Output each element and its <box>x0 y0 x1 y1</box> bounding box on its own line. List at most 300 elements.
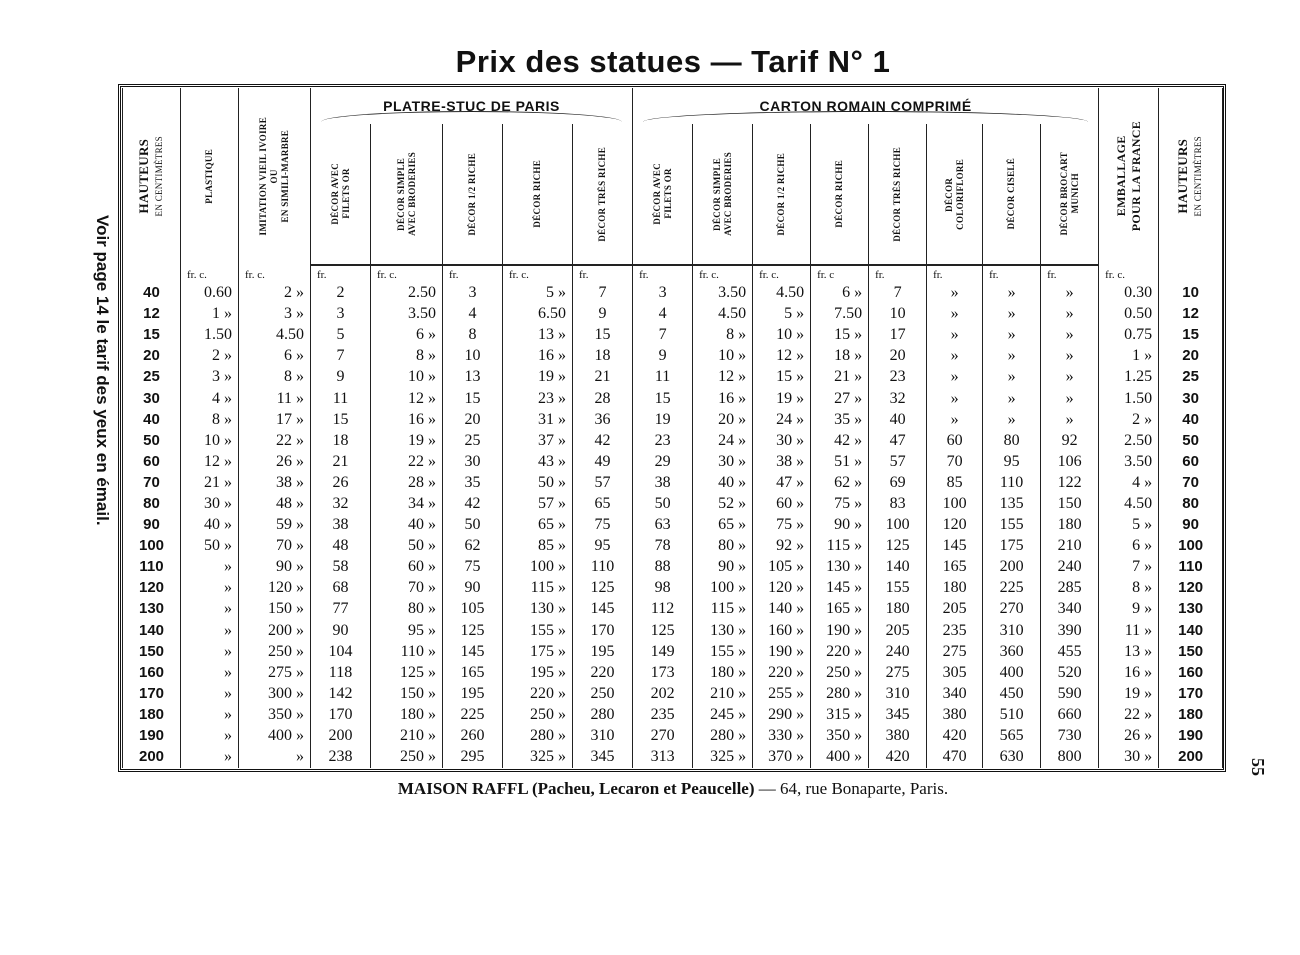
price-cell: 4 » <box>1099 473 1159 494</box>
price-cell: 47 <box>869 430 927 451</box>
price-cell: 130 » <box>811 557 869 578</box>
price-cell: 30 » <box>693 451 753 472</box>
price-cell: 280 » <box>811 683 869 704</box>
price-cell: 22 » <box>239 430 311 451</box>
price-cell: 175 <box>983 536 1041 557</box>
price-cell: » <box>927 325 983 346</box>
price-cell: 70 » <box>371 578 443 599</box>
price-cell: 6 » <box>371 325 443 346</box>
price-cell: 60 <box>927 430 983 451</box>
price-cell: 7 <box>869 283 927 304</box>
price-cell: 10 » <box>753 325 811 346</box>
price-cell: 155 » <box>503 620 573 641</box>
price-cell: 180 <box>927 578 983 599</box>
price-cell: 20 <box>443 409 503 430</box>
price-cell: 27 » <box>811 388 869 409</box>
height-cell: 180 <box>123 705 181 726</box>
price-cell: 78 <box>633 536 693 557</box>
price-cell: » <box>181 641 239 662</box>
price-cell: 450 <box>983 683 1041 704</box>
price-cell: 16 » <box>693 388 753 409</box>
price-cell: 7 » <box>1099 557 1159 578</box>
price-cell: 8 » <box>1099 578 1159 599</box>
units-row <box>123 265 1223 283</box>
price-cell: 15 » <box>811 325 869 346</box>
height-cell: 15 <box>1159 325 1223 346</box>
price-cell: 280 » <box>693 726 753 747</box>
price-cell: 18 <box>573 346 633 367</box>
price-cell: 225 <box>983 578 1041 599</box>
price-cell: 75 » <box>753 515 811 536</box>
price-cell: 245 » <box>693 705 753 726</box>
price-cell: 42 » <box>811 430 869 451</box>
price-cell: 15 <box>311 409 371 430</box>
table-body <box>123 265 1223 768</box>
price-cell: 50 <box>443 515 503 536</box>
price-cell: 90 » <box>239 557 311 578</box>
price-cell: 40 » <box>371 515 443 536</box>
group-carton: CARTON ROMAIN COMPRIMÉ <box>633 88 1099 124</box>
side-note-text: Voir page 14 le tarif des yeux en émail. <box>93 215 112 526</box>
price-cell: 350 » <box>811 726 869 747</box>
col-emballage: EMBALLAGE POUR LA FRANCE <box>1099 88 1159 265</box>
price-cell: 85 <box>927 473 983 494</box>
price-cell: 285 <box>1041 578 1099 599</box>
price-cell: 125 <box>633 620 693 641</box>
page-title: Prix des statues — Tarif N° 1 <box>455 44 891 79</box>
price-cell: 125 <box>869 536 927 557</box>
price-cell: » <box>1041 325 1099 346</box>
price-cell: 250 » <box>811 662 869 683</box>
height-cell: 25 <box>1159 367 1223 388</box>
height-cell: 160 <box>123 662 181 683</box>
col-platre-simple: DÉCOR SIMPLE AVEC BRODERIES <box>371 124 443 265</box>
price-cell: 210 » <box>371 726 443 747</box>
price-cell: » <box>181 683 239 704</box>
col-ivoire: IMITATION VIEIL IVOIRE OU EN SIMILI-MARBRE <box>239 88 311 265</box>
price-cell: 69 <box>869 473 927 494</box>
price-cell: 92 <box>1041 430 1099 451</box>
price-cell: 3 <box>633 283 693 304</box>
col-carton-filets: DÉCOR AVEC FILETS OR <box>633 124 693 265</box>
price-cell: 32 <box>311 494 371 515</box>
price-cell: » <box>983 304 1041 325</box>
unit-cell: fr. <box>927 265 983 283</box>
price-cell: 62 <box>443 536 503 557</box>
price-cell: 400 » <box>239 726 311 747</box>
price-cell: 0.30 <box>1099 283 1159 304</box>
price-cell: 6 » <box>239 346 311 367</box>
price-cell: 3.50 <box>1099 451 1159 472</box>
height-cell: 200 <box>123 747 181 768</box>
price-cell: » <box>983 367 1041 388</box>
price-cell: 18 » <box>811 346 869 367</box>
price-cell: 0.50 <box>1099 304 1159 325</box>
height-cell: 20 <box>123 346 181 367</box>
unit-cell: fr. c. <box>1099 265 1159 283</box>
price-cell: 8 » <box>181 409 239 430</box>
price-cell: 20 » <box>693 409 753 430</box>
price-cell: 390 <box>1041 620 1099 641</box>
col-carton-coloriflore: DÉCOR COLORIFLORE <box>927 124 983 265</box>
unit-cell: fr. c <box>811 265 869 283</box>
height-cell: 40 <box>123 409 181 430</box>
price-cell: 170 <box>573 620 633 641</box>
price-cell: 240 <box>1041 557 1099 578</box>
table-row <box>123 304 1223 325</box>
side-note <box>82 215 112 635</box>
unit-cell: fr. <box>573 265 633 283</box>
price-cell: 4 » <box>181 388 239 409</box>
price-cell: 95 » <box>371 620 443 641</box>
price-cell: 313 <box>633 747 693 768</box>
price-cell: » <box>181 578 239 599</box>
price-cell: 6 » <box>1099 536 1159 557</box>
price-cell: 238 <box>311 747 371 768</box>
col-carton-tres: DÉCOR TRÈS RICHE <box>869 124 927 265</box>
price-cell: 80 <box>983 430 1041 451</box>
price-cell: 65 » <box>693 515 753 536</box>
price-cell: 155 <box>983 515 1041 536</box>
price-cell: 18 <box>311 430 371 451</box>
price-cell: 2 » <box>1099 409 1159 430</box>
col-carton-riche: DÉCOR RICHE <box>811 124 869 265</box>
price-cell: 730 <box>1041 726 1099 747</box>
price-cell: 112 <box>633 599 693 620</box>
col-platre-tres: DÉCOR TRÈS RICHE <box>573 124 633 265</box>
price-cell: 12 » <box>181 451 239 472</box>
price-cell: 210 » <box>693 683 753 704</box>
table-row <box>123 599 1223 620</box>
price-cell: 8 » <box>371 346 443 367</box>
price-cell: 49 <box>573 451 633 472</box>
price-cell: 7 <box>633 325 693 346</box>
price-cell: 190 » <box>811 620 869 641</box>
price-cell: 30 » <box>1099 747 1159 768</box>
price-cell: 40 <box>869 409 927 430</box>
price-cell: 11 <box>311 388 371 409</box>
height-cell: 50 <box>1159 430 1223 451</box>
height-cell: 12 <box>123 304 181 325</box>
price-cell: 190 » <box>753 641 811 662</box>
height-cell: 160 <box>1159 662 1223 683</box>
price-cell: 75 <box>573 515 633 536</box>
price-cell: 165 <box>443 662 503 683</box>
price-cell: 3.50 <box>693 283 753 304</box>
height-cell: 50 <box>123 430 181 451</box>
height-cell: 110 <box>123 557 181 578</box>
price-cell: 520 <box>1041 662 1099 683</box>
price-cell: 3 <box>443 283 503 304</box>
price-cell: » <box>927 367 983 388</box>
price-cell: 28 » <box>371 473 443 494</box>
col-carton-cisele: DÉCOR CISELÉ <box>983 124 1041 265</box>
price-cell: 315 » <box>811 705 869 726</box>
price-cell: 275 <box>927 641 983 662</box>
price-cell: 23 <box>633 430 693 451</box>
price-cell: 65 <box>573 494 633 515</box>
price-cell: 35 <box>443 473 503 494</box>
price-cell: 145 <box>573 599 633 620</box>
price-cell: » <box>927 346 983 367</box>
price-cell: 205 <box>927 599 983 620</box>
price-cell: 52 » <box>693 494 753 515</box>
height-cell: 170 <box>1159 683 1223 704</box>
col-platre-riche: DÉCOR RICHE <box>503 124 573 265</box>
price-cell: 10 » <box>371 367 443 388</box>
price-cell: » <box>1041 346 1099 367</box>
price-cell: 275 <box>869 662 927 683</box>
price-cell: 255 » <box>753 683 811 704</box>
price-cell: » <box>239 747 311 768</box>
price-cell: » <box>983 346 1041 367</box>
table-row <box>123 578 1223 599</box>
price-cell: 420 <box>927 726 983 747</box>
price-cell: 3 » <box>181 367 239 388</box>
price-cell: 2 » <box>239 283 311 304</box>
height-cell: 70 <box>123 473 181 494</box>
price-cell: 3.50 <box>371 304 443 325</box>
price-cell: 6 » <box>811 283 869 304</box>
price-cell: 2 <box>311 283 371 304</box>
height-cell: 80 <box>1159 494 1223 515</box>
price-cell: 70 » <box>239 536 311 557</box>
price-cell: 21 » <box>811 367 869 388</box>
price-cell: 11 <box>633 367 693 388</box>
price-cell: 60 » <box>371 557 443 578</box>
height-cell: 40 <box>123 283 181 304</box>
price-cell: 90 <box>311 620 371 641</box>
price-cell: 250 » <box>503 705 573 726</box>
price-cell: 345 <box>573 747 633 768</box>
height-cell: 80 <box>123 494 181 515</box>
price-cell: 280 » <box>503 726 573 747</box>
price-cell: 145 <box>443 641 503 662</box>
unit-cell: fr. c. <box>503 265 573 283</box>
price-cell: 38 <box>311 515 371 536</box>
price-cell: 220 » <box>753 662 811 683</box>
price-cell: 235 <box>927 620 983 641</box>
height-cell: 150 <box>123 641 181 662</box>
price-cell: 32 <box>869 388 927 409</box>
price-cell: 17 <box>869 325 927 346</box>
price-cell: 50 <box>633 494 693 515</box>
price-cell: 24 » <box>753 409 811 430</box>
page-number-text: 55 <box>1248 758 1268 776</box>
price-cell: 30 » <box>753 430 811 451</box>
price-cell: 5 » <box>503 283 573 304</box>
price-cell: 260 <box>443 726 503 747</box>
price-cell: 150 <box>1041 494 1099 515</box>
price-cell: 120 <box>927 515 983 536</box>
unit-cell: fr. <box>1041 265 1099 283</box>
table-row <box>123 747 1223 768</box>
price-cell: 40 » <box>693 473 753 494</box>
price-cell: 4.50 <box>693 304 753 325</box>
price-cell: 175 » <box>503 641 573 662</box>
price-cell: 100 » <box>693 578 753 599</box>
price-cell: 155 » <box>693 641 753 662</box>
price-cell: 202 <box>633 683 693 704</box>
price-cell: 92 » <box>753 536 811 557</box>
price-cell: 140 » <box>753 599 811 620</box>
price-cell: 68 <box>311 578 371 599</box>
price-cell: 26 <box>311 473 371 494</box>
price-cell: 19 » <box>503 367 573 388</box>
price-cell: 8 » <box>693 325 753 346</box>
height-cell: 20 <box>1159 346 1223 367</box>
price-cell: » <box>1041 367 1099 388</box>
table-row <box>123 662 1223 683</box>
price-cell: 13 » <box>503 325 573 346</box>
price-cell: 47 » <box>753 473 811 494</box>
price-cell: 400 » <box>811 747 869 768</box>
table-row <box>123 494 1223 515</box>
price-cell: 21 » <box>181 473 239 494</box>
height-cell: 120 <box>123 578 181 599</box>
price-cell: 38 » <box>753 451 811 472</box>
price-cell: 10 <box>443 346 503 367</box>
price-cell: 150 » <box>239 599 311 620</box>
price-cell: 12 » <box>753 346 811 367</box>
price-cell: 350 » <box>239 705 311 726</box>
col-hauteurs-right: HAUTEURS EN CENTIMÈTRES <box>1159 88 1223 265</box>
table-row <box>123 726 1223 747</box>
height-cell: 180 <box>1159 705 1223 726</box>
price-cell: 195 » <box>503 662 573 683</box>
col-carton-simple: DÉCOR SIMPLE AVEC BRODERIES <box>693 124 753 265</box>
price-cell: » <box>927 283 983 304</box>
price-cell: 100 » <box>503 557 573 578</box>
price-cell: 9 <box>633 346 693 367</box>
price-cell: 62 » <box>811 473 869 494</box>
price-cell: 28 <box>573 388 633 409</box>
price-cell: » <box>1041 304 1099 325</box>
price-cell: 100 <box>927 494 983 515</box>
table-row <box>123 705 1223 726</box>
table-row <box>123 683 1223 704</box>
height-cell: 130 <box>1159 599 1223 620</box>
price-cell: » <box>181 620 239 641</box>
price-cell: 125 » <box>371 662 443 683</box>
price-cell: 4.50 <box>753 283 811 304</box>
price-cell: 40 » <box>181 515 239 536</box>
table-row <box>123 620 1223 641</box>
price-cell: » <box>927 388 983 409</box>
table-row <box>123 388 1223 409</box>
price-cell: 3 <box>311 304 371 325</box>
height-cell: 30 <box>123 388 181 409</box>
price-cell: 63 <box>633 515 693 536</box>
price-cell: 4 <box>443 304 503 325</box>
price-cell: » <box>927 304 983 325</box>
price-cell: 340 <box>1041 599 1099 620</box>
price-cell: 5 » <box>1099 515 1159 536</box>
height-cell: 70 <box>1159 473 1223 494</box>
price-cell: 330 » <box>753 726 811 747</box>
price-cell: 80 » <box>371 599 443 620</box>
height-cell: 100 <box>123 536 181 557</box>
price-cell: 19 <box>633 409 693 430</box>
price-cell: 240 <box>869 641 927 662</box>
height-cell: 110 <box>1159 557 1223 578</box>
price-cell: 16 » <box>1099 662 1159 683</box>
price-cell: 17 » <box>239 409 311 430</box>
price-cell: 275 » <box>239 662 311 683</box>
height-cell: 130 <box>123 599 181 620</box>
price-cell: 120 » <box>753 578 811 599</box>
price-cell: 130 » <box>503 599 573 620</box>
price-cell: 180 » <box>371 705 443 726</box>
price-cell: 140 <box>869 557 927 578</box>
unit-cell: fr. c. <box>239 265 311 283</box>
price-cell: 30 <box>443 451 503 472</box>
price-cell: 110 <box>573 557 633 578</box>
price-cell: » <box>1041 283 1099 304</box>
price-cell: 125 <box>573 578 633 599</box>
price-cell: » <box>983 283 1041 304</box>
price-cell: 170 <box>311 705 371 726</box>
price-cell: 90 » <box>811 515 869 536</box>
table-row <box>123 430 1223 451</box>
price-cell: 9 <box>311 367 371 388</box>
price-cell: 300 » <box>239 683 311 704</box>
price-cell: 105 » <box>753 557 811 578</box>
table-row <box>123 409 1223 430</box>
price-cell: 21 <box>311 451 371 472</box>
price-cell: 310 <box>573 726 633 747</box>
price-cell: 11 » <box>1099 620 1159 641</box>
price-cell: 105 <box>443 599 503 620</box>
unit-cell: fr. <box>443 265 503 283</box>
price-cell: 7.50 <box>811 304 869 325</box>
price-cell: » <box>181 747 239 768</box>
price-cell: » <box>181 557 239 578</box>
price-cell: 26 » <box>1099 726 1159 747</box>
price-cell: 160 » <box>753 620 811 641</box>
price-cell: 510 <box>983 705 1041 726</box>
col-platre-filets: DÉCOR AVEC FILETS OR <box>311 124 371 265</box>
price-cell: 150 » <box>371 683 443 704</box>
height-cell: 90 <box>123 515 181 536</box>
price-cell: 85 » <box>503 536 573 557</box>
price-cell: 270 <box>983 599 1041 620</box>
price-cell: 200 <box>311 726 371 747</box>
price-cell: » <box>1041 388 1099 409</box>
table-row <box>123 473 1223 494</box>
price-cell: 165 » <box>811 599 869 620</box>
price-cell: 250 <box>573 683 633 704</box>
price-cell: 35 » <box>811 409 869 430</box>
price-cell: 173 <box>633 662 693 683</box>
price-cell: 7 <box>573 283 633 304</box>
height-cell: 90 <box>1159 515 1223 536</box>
price-cell: 83 <box>869 494 927 515</box>
price-cell: 235 <box>633 705 693 726</box>
price-cell: 57 » <box>503 494 573 515</box>
price-cell: 400 <box>983 662 1041 683</box>
table-row <box>123 367 1223 388</box>
price-cell: 310 <box>869 683 927 704</box>
price-cell: 42 <box>443 494 503 515</box>
price-cell: 57 <box>573 473 633 494</box>
price-cell: » <box>181 705 239 726</box>
price-cell: 5 <box>311 325 371 346</box>
col-carton-demi: DÉCOR 1/2 RICHE <box>753 124 811 265</box>
price-cell: 4.50 <box>1099 494 1159 515</box>
price-cell: 360 <box>983 641 1041 662</box>
price-cell: 250 » <box>371 747 443 768</box>
